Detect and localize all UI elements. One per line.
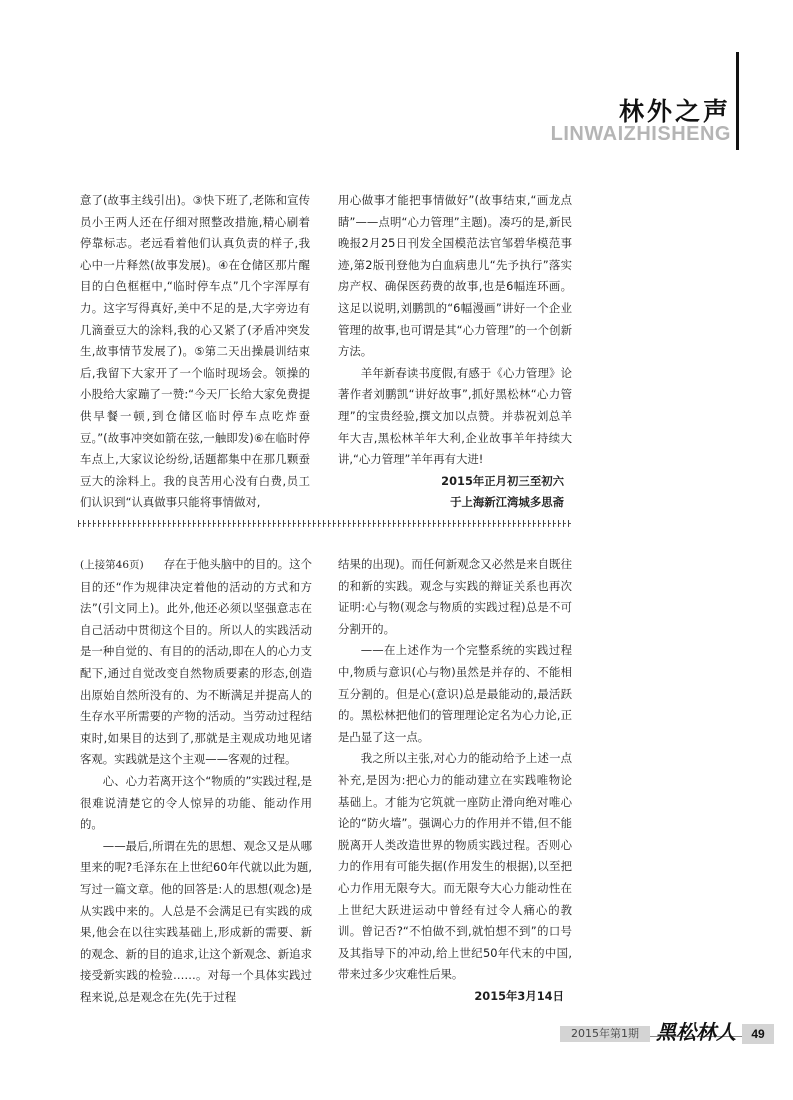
section-divider [78,520,572,527]
article-top-right-column [338,190,572,514]
article-bottom-paragraph: ——在上述作为一个完整系统的实践过程中,物质与意识(心与物)虽然是并存的、不能相互分割的。但是心(意识)总是最能动的,最活跃的。黑松林把他们的管理理论定名为心力论,正是凸显了这一点。 [338,643,572,744]
signature-place: 于上海新江湾城多思斋 [450,495,564,510]
issue-label: 2015年第1期 [560,1026,650,1042]
article-bottom-paragraph: 心、心力若离开这个“物质的”实践过程,是很难说清楚它的令人惊异的功能、能动作用的。 [80,773,312,832]
header-vertical-bar [736,52,739,150]
article-top-paragraph: 用心做事才能把事情做好”(故事结束,“画龙点睛”——点明“心力管理”主题)。凑巧的是,新民晚报2月25日刊发全国模范法官邹碧华模范事迹,第2版刊登他为白血病患儿“先予执行”落实房产权、确保医药费的故事,也是6幅连环画。这足以说明,刘鹏凯的“6幅漫画”讲好一个企业管理的故事,也可谓是其“心力管理”的一个创新方法。 [338,193,572,359]
article-bottom-paragraph: ——最后,所谓在先的思想、观念又是从哪里来的呢?毛泽东在上世纪60年代就以此为题,写过一篇文章。他的回答是:人的思想(观念)是从实践中来的。人总是不会满足已有实践的成果,他会在以往实践基础上,形成新的需要、新的观念、新的目的追求,让这个新观念、新追求接受新实践的检验……。对每一个具体实践过程来说,总是观念在先(先于过程 [80,838,312,1004]
article-bottom-paragraph: 我之所以主张,对心力的能动给予上述一点补充,是因为:把心力的能动建立在实践唯物论基础上。才能为它筑就一座防止滑向绝对唯心论的“防火墙”。强调心力的作用并不错,但不能脱离开人类改造世界的物质实践过程。否则心力的作用有可能失据(作用发生的根据),以至把心力作用无限夸大。而无限夸大心力能动性在上世纪大跃进运动中曾经有过令人痛心的教训。曾记否?“不怕做不到,就怕想不到”的口号及其指导下的冲动,给上世纪50年代末的中国,带来过多少灾难性后果。 [338,751,572,982]
article-top-paragraph: 羊年新春读书度假,有感于《心力管理》论著作者刘鹏凯“讲好故事”,抓好黑松林“心力管理”的宝贵经验,撰文加以点赞。并恭祝刘总羊年大吉,黑松林羊年大利,企业故事羊年持续大讲,“心力管理”羊年再有大进! [338,365,572,467]
article-bottom-paragraph [80,554,312,771]
signature-date: 2015年正月初三至初六 [441,473,564,488]
article-bottom-left-column [80,554,312,1008]
column-title: 林外之声 [618,97,731,126]
article-top-paragraph: 意了(故事主线引出)。③快下班了,老陈和宣传员小王两人还在仔细对照整改措施,精心刷着停靠标志。老远看着他们认真负责的样子,我心中一片释然(故事发展)。④在仓储区那片醒目的白色框框中,“临时停车点”几个字浑厚有力。这字写得真好,美中不足的是,大字旁边有几滴蚕豆大的涂料,我的心又紧了(矛盾冲突发生,故事情节发展了)。⑤第二天出操晨训结束后,我留下大家开了一个临时现场会。领操的小股给大家蹦了一赞:“今天厂长给大家免费提供早餐一顿,到仓储区临时停车点吃炸蚕豆。”(故事冲突如箭在弦,一触即发)⑥在临时停车点上,大家议论纷纷,话题都集中在那几颗蚕豆大的涂料上。我的良苦用心没有白费,员工们认识到“认真做事只能将事情做对, [80,193,310,510]
article-top-left-column [80,190,310,514]
magazine-logo: 黑松林人 [656,1020,736,1044]
article-bottom-right-column [338,554,572,1007]
article-bottom-paragraph: 结果的出现)。而任何新观念又必然是来自既往的和新的实践。观念与实践的辩证关系也再次证明:心与物(观念与物质的实践过程)总是不可分割开的。 [338,557,572,636]
column-subtitle: LINWAIZHISHENG [550,123,731,145]
continued-note: (上接第46页) [80,559,144,571]
signature-date: 2015年3月14日 [474,988,564,1003]
paragraph-text: 存在于他头脑中的目的。这个目的还“作为规律决定着他的活动的方式和方法”(引文同上)。此外,他还必须以坚强意志在自己活动中贯彻这个目的。所以人的实践活动是一种自觉的、有目的的活动,即在人的心力支配下,通过自觉改变自然物质要素的形态,创造出原始自然所没有的、为不断满足并提高人的生存水平所需要的产物的活动。当劳动过程结束时,如果目的达到了,那就是主观成功地见诸客观。实践就是这个主观——客观的过程。 [80,557,312,767]
page-number: 49 [742,1024,774,1044]
